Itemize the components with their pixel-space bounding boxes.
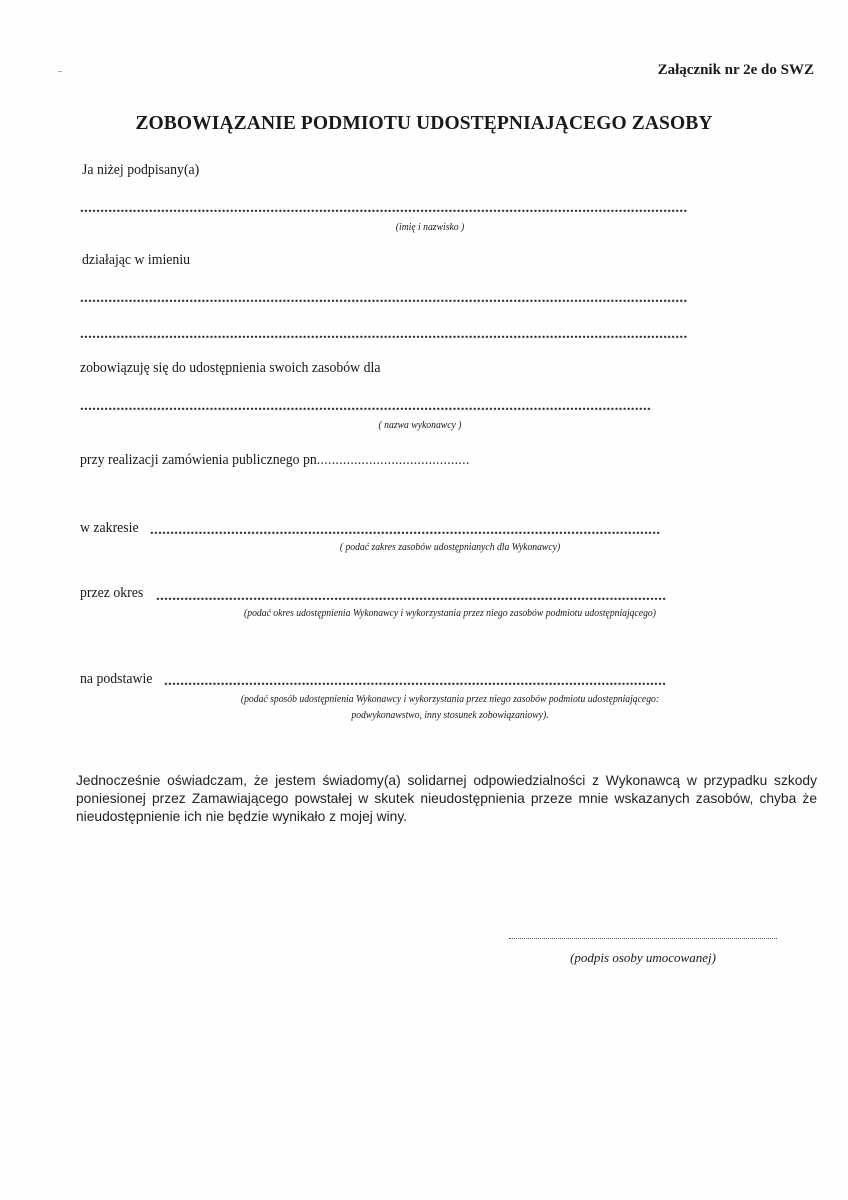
scope-caption: ( podać zakres zasobów udostępnianych dla Wykonawcy) [339, 542, 561, 553]
annex-label: Załącznik nr 2e do SWZ [657, 62, 814, 78]
order-field[interactable]: ......................................... [316, 452, 470, 468]
signature-caption: (podpis osoby umocowanej) [570, 950, 716, 965]
basis-caption-2: podwykonawstwo, inny stosunek zobowiązaniowy). [351, 710, 549, 721]
scope-label: w zakresie [80, 520, 139, 536]
contractor-caption: ( nazwa wykonawcy ) [378, 420, 462, 431]
declaration-paragraph: Jednocześnie oświadczam, że jestem świadomy(a) solidarnej odpowiedzialności z Wykonawcą w przypadku szkody poniesionej przez Zamawiającego powstałej w skutek nieudostępnienia przeze mnie wskazanych zasobów, chyba że nieudostępnienie ich nie będzie wynikało z mojej winy. [76, 773, 817, 824]
order-label-text: przy realizacji zamówienia publicznego pn [80, 452, 317, 468]
acting-field-1[interactable]: ...................................................................................................................................................... [80, 290, 688, 306]
acting-field-2[interactable]: ...................................................................................................................................................... [80, 326, 688, 342]
scope-field[interactable]: .............................................................................................................................. [150, 522, 661, 538]
period-caption: (podać okres udostępnienia Wykonawcy i wykorzystania przez niego zasobów podmiotu udostępniającego) [244, 608, 656, 619]
name-caption: (imię i nazwisko ) [395, 222, 465, 233]
document-title: ZOBOWIĄZANIE PODMIOTU UDOSTĘPNIAJĄCEGO ZASOBY [135, 113, 713, 134]
intro-label: Ja niżej podpisany(a) [82, 162, 200, 178]
period-label: przez okres [80, 585, 144, 601]
period-field[interactable]: .............................................................................................................................. [156, 588, 667, 604]
scan-mark [58, 71, 62, 72]
basis-field[interactable]: ............................................................................................................................ [164, 673, 667, 689]
basis-caption-1: (podać sposób udostępnienia Wykonawcy i wykorzystania przez niego zasobów podmiotu udostępniającego: [240, 694, 660, 705]
name-field[interactable]: ...................................................................................................................................................... [80, 200, 688, 216]
basis-label: na podstawie [80, 671, 153, 687]
contractor-field[interactable]: ............................................................................................................................................. [80, 398, 652, 414]
order-label [80, 452, 470, 469]
acting-label: działając w imieniu [82, 252, 191, 268]
commit-label: zobowiązuję się do udostępnienia swoich zasobów dla [80, 360, 381, 376]
signature-field[interactable] [509, 938, 777, 939]
